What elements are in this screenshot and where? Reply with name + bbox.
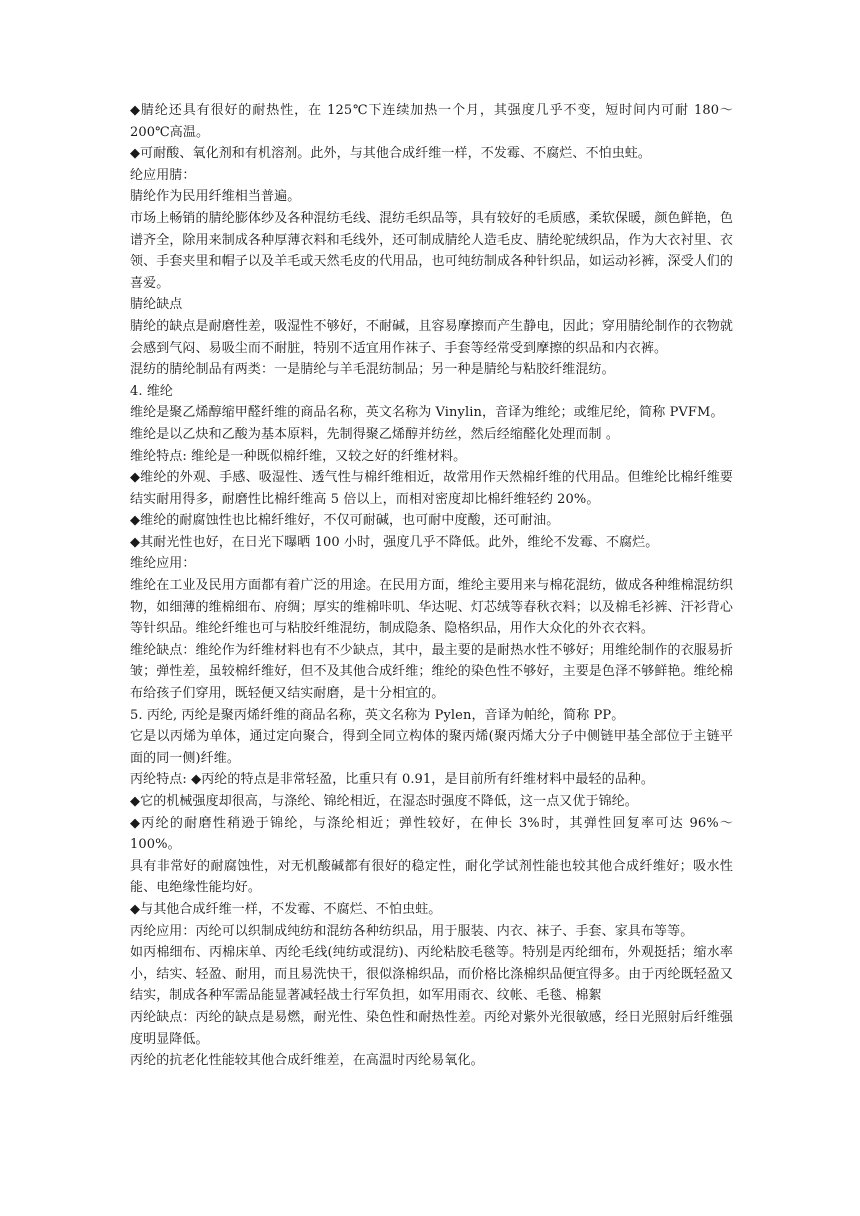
paragraph: 维纶是聚乙烯醇缩甲醛纤维的商品名称，英文名称为 Vinylin，音译为维纶；或维尼纶，简称 PVFM。 [130,405,724,421]
paragraph: 维纶特点: 维纶是一种既似棉纤维，又较之好的纤维材料。 [130,448,467,464]
paragraph: 维纶是以乙炔和乙酸为基本原料，先制得聚乙烯醇并纺丝，然后经缩醛化处理而制 。 [130,426,619,442]
paragraph: 腈纶的缺点是耐磨性差，吸湿性不够好，不耐碱，且容易摩擦而产生静电，因此；穿用腈纶制作的衣物就会感到气闷、易吸尘而不耐脏，特别不适宜用作袜子、手套等经常受到摩擦的织品和内衣裤。 [130,318,733,356]
paragraph: 5. 丙纶, 丙纶是聚丙烯纤维的商品名称，英文名称为 Pylen，音译为帕纶，简称 PP。 [130,707,625,723]
paragraph: ◆维纶的外观、手感、吸湿性、透气性与棉纤维相近，故常用作天然棉纤维的代用品。但维纶比棉纤维要结实耐用得多，耐磨性比棉纤维高 5 倍以上，而相对密度却比棉纤维轻约 20%。 [130,470,733,507]
paragraph: 混纺的腈纶制品有两类：一是腈纶与羊毛混纺制品；另一种是腈纶与粘胶纤维混纺。 [130,362,615,378]
document-body [130,100,733,1072]
section-heading: 腈纶缺点 [130,297,183,313]
paragraph: 丙纶特点: ◆丙纶的特点是非常轻盈，比重只有 0.91，是目前所有纤维材料中最轻的品种。 [130,772,654,788]
paragraph: ◆维纶的耐腐蚀性也比棉纤维好，不仅可耐碱，也可耐中度酸，还可耐油。 [130,513,560,529]
paragraph: ◆腈纶还具有很好的耐热性，在 125℃下连续加热一个月，其强度几乎不变，短时间内可耐 180～200℃高温。 [130,103,733,140]
paragraph: 丙纶的抗老化性能较其他合成纤维差，在高温时丙纶易氧化。 [130,1053,484,1069]
paragraph: ◆丙纶的耐磨性稍逊于锦纶，与涤纶相近；弹性较好，在伸长 3%时，其弹性回复率可达 96%～100%。 [130,815,733,853]
paragraph: 腈纶作为民用纤维相当普遍。 [130,189,301,205]
paragraph: ◆与其他合成纤维一样，不发霉、不腐烂、不怕虫蛀。 [130,901,442,917]
paragraph: 市场上畅销的腈纶膨体纱及各种混纺毛线、混纺毛织品等，具有较好的毛质感，柔软保暖，颜色鲜艳，色谱齐全，除用来制成各种厚薄衣料和毛线外，还可制成腈纶人造毛皮、腈纶驼绒织品，作为大衣衬里、衣领、手套夹里和帽子以及羊毛或天然毛皮的代用品，也可纯纺制成各种针织品，如运动衫裤，深受人们的喜爱。 [130,210,733,291]
section-heading: 维纶应用： [130,556,196,572]
paragraph: ◆它的机械强度却很高，与涤纶、锦纶相近，在湿态时强度不降低，这一点又优于锦纶。 [130,794,638,809]
paragraph: ◆可耐酸、氧化剂和有机溶剂。此外，与其他合成纤维一样，不发霉、不腐烂、不怕虫蛀。 [130,146,651,162]
paragraph: 维纶在工业及民用方面都有着广泛的用途。在民用方面，维纶主要用来与棉花混纺，做成各种维棉混纺织物，如细薄的维棉细布、府绸；厚实的维棉咔叽、华达呢、灯芯绒等春秋衣料；以及棉毛衫裤、汗衫背心等针织品。维纶纤维也可与粘胶纤维混纺，制成隐条、隐格织品，用作大众化的外衣衣料。 [130,578,733,637]
section-heading: 4. 维纶 [130,383,174,399]
paragraph: 丙纶缺点：丙纶的缺点是易燃，耐光性、染色性和耐热性差。丙纶对紫外光很敏感，经日光照射后纤维强度明显降低。 [130,1009,733,1047]
paragraph: 维纶缺点：维纶作为纤维材料也有不少缺点，其中，最主要的是耐热水性不够好；用维纶制作的衣服易折皱；弹性差，虽较棉纤维好，但不及其他合成纤维；维纶的染色性不够好，主要是色泽不够鲜艳。维纶棉布给孩子们穿用，既轻便又结实耐磨，是十分相宜的。 [130,642,733,702]
paragraph: 它是以丙烯为单体，通过定向聚合，得到全同立构体的聚丙烯(聚丙烯大分子中侧链甲基全部位于主链平面的同一侧)纤维。 [130,729,733,766]
paragraph: 如丙棉细布、丙棉床单、丙纶毛线(纯纺或混纺)、丙纶粘胶毛毯等。特别是丙纶细布，外观挺括；缩水率小，结实、轻盈、耐用，而且易洗快干，很似涤棉织品，而价格比涤棉织品便宜得多。由于丙纶既轻盈又结实，制成各种军需品能显著减轻战士行军负担，如军用雨衣、纹帐、毛毯、棉絮 [130,945,733,1004]
paragraph: 具有非常好的耐腐蚀性，对无机酸碱都有很好的稳定性，耐化学试剂性能也较其他合成纤维好；吸水性能、电绝缘性能均好。 [130,858,733,896]
paragraph: ◆其耐光性也好，在日光下曝晒 100 小时，强度几乎不降低。此外，维纶不发霉、不腐烂。 [130,534,659,550]
paragraph: 纶应用腈： [130,167,196,183]
paragraph: 丙纶应用：丙纶可以织制成纯纺和混纺各种纺织品，用于服装、内衣、袜子、手套、家具布等等。 [130,923,694,939]
